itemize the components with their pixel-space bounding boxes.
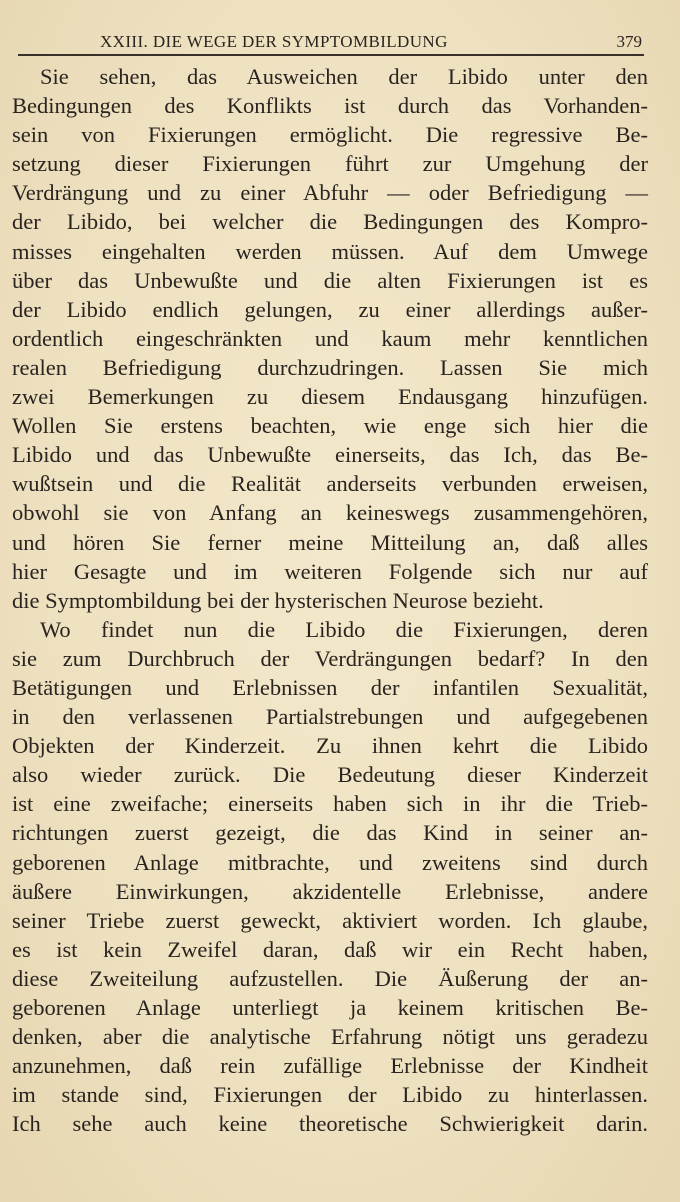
text-line: Wollen Sie erstens beachten, wie enge sich hier die	[12, 413, 648, 439]
text-line: geborenen Anlage unterliegt ja keinem kritischen Be-	[12, 995, 648, 1020]
text-line: zwei Bemerkungen zu diesem Endausgang hinzufügen.	[12, 384, 648, 410]
text-line: wußtsein und die Realität anderseits verbunden erweisen,	[12, 471, 648, 497]
text-line: in den verlassenen Partialstrebungen und aufgegebenen	[12, 704, 648, 730]
text-line: misses eingehalten werden müssen. Auf dem Umwege	[12, 238, 648, 264]
text-line: Ich sehe auch keine theoretische Schwierigkeit darin.	[12, 1111, 648, 1137]
text-line: Libido und das Unbewußte einerseits, das Ich, das Be-	[12, 442, 648, 468]
text-line: anzunehmen, daß rein zufällige Erlebnisse der Kindheit	[12, 1053, 648, 1079]
text-line: obwohl sie von Anfang an keineswegs zusammengehören,	[12, 500, 648, 526]
text-line: realen Befriedigung durchzudringen. Lassen Sie mich	[12, 354, 648, 380]
text-line: geborenen Anlage mitbrachte, und zweitens sind durch	[12, 849, 648, 875]
text-line: die Symptombildung bei der hysterischen Neurose bezieht.	[12, 587, 544, 613]
text-line: Bedingungen des Konflikts ist durch das Vorhanden-	[12, 93, 648, 119]
text-line: im stande sind, Fixierungen der Libido zu hinterlassen.	[12, 1082, 648, 1108]
chapter-title: XXIII. DIE WEGE DER SYMPTOMBILDUNG	[100, 32, 448, 51]
text-line: richtungen zuerst gezeigt, die das Kind in seiner an-	[12, 820, 648, 846]
text-line: Wo findet nun die Libido die Fixierungen, deren	[40, 616, 648, 642]
text-line: es ist kein Zweifel daran, daß wir ein Recht haben,	[12, 936, 648, 962]
page-number: 379	[616, 32, 642, 51]
running-header	[18, 32, 644, 56]
text-line: denken, aber die analytische Erfahrung nötigt uns geradezu	[12, 1024, 648, 1050]
text-line: also wieder zurück. Die Bedeutung dieser Kinderzeit	[12, 762, 648, 788]
text-line: sie zum Durchbruch der Verdrängungen bedarf? In den	[12, 645, 648, 671]
text-line: sein von Fixierungen ermöglicht. Die regressive Be-	[12, 122, 648, 148]
text-line: seiner Triebe zuerst geweckt, aktiviert worden. Ich glaube,	[12, 907, 648, 933]
text-line: Sie sehen, das Ausweichen der Libido unter den	[40, 64, 648, 89]
text-line: hier Gesagte und im weiteren Folgende sich nur auf	[12, 558, 648, 584]
text-line: Objekten der Kinderzeit. Zu ihnen kehrt die Libido	[12, 733, 648, 759]
text-line: ist eine zweifache; einerseits haben sich in ihr die Trieb-	[12, 791, 648, 817]
text-line: der Libido, bei welcher die Bedingungen des Kompro-	[12, 209, 648, 235]
text-line: äußere Einwirkungen, akzidentelle Erlebnisse, andere	[12, 878, 648, 904]
text-line: der Libido endlich gelungen, zu einer allerdings außer-	[12, 296, 648, 322]
text-line: und hören Sie ferner meine Mitteilung an, daß alles	[12, 529, 648, 555]
text-line: ordentlich eingeschränkten und kaum mehr kenntlichen	[12, 325, 648, 351]
text-line: über das Unbewußte und die alten Fixierungen ist es	[12, 267, 648, 293]
text-line: setzung dieser Fixierungen führt zur Umgehung der	[12, 151, 648, 177]
text-line: diese Zweiteilung aufzustellen. Die Äußerung der an-	[12, 965, 648, 991]
text-line: Verdrängung und zu einer Abfuhr — oder Befriedigung —	[12, 180, 648, 206]
text-line: Betätigungen und Erlebnissen der infantilen Sexualität,	[12, 674, 648, 700]
body-text	[12, 62, 648, 1138]
